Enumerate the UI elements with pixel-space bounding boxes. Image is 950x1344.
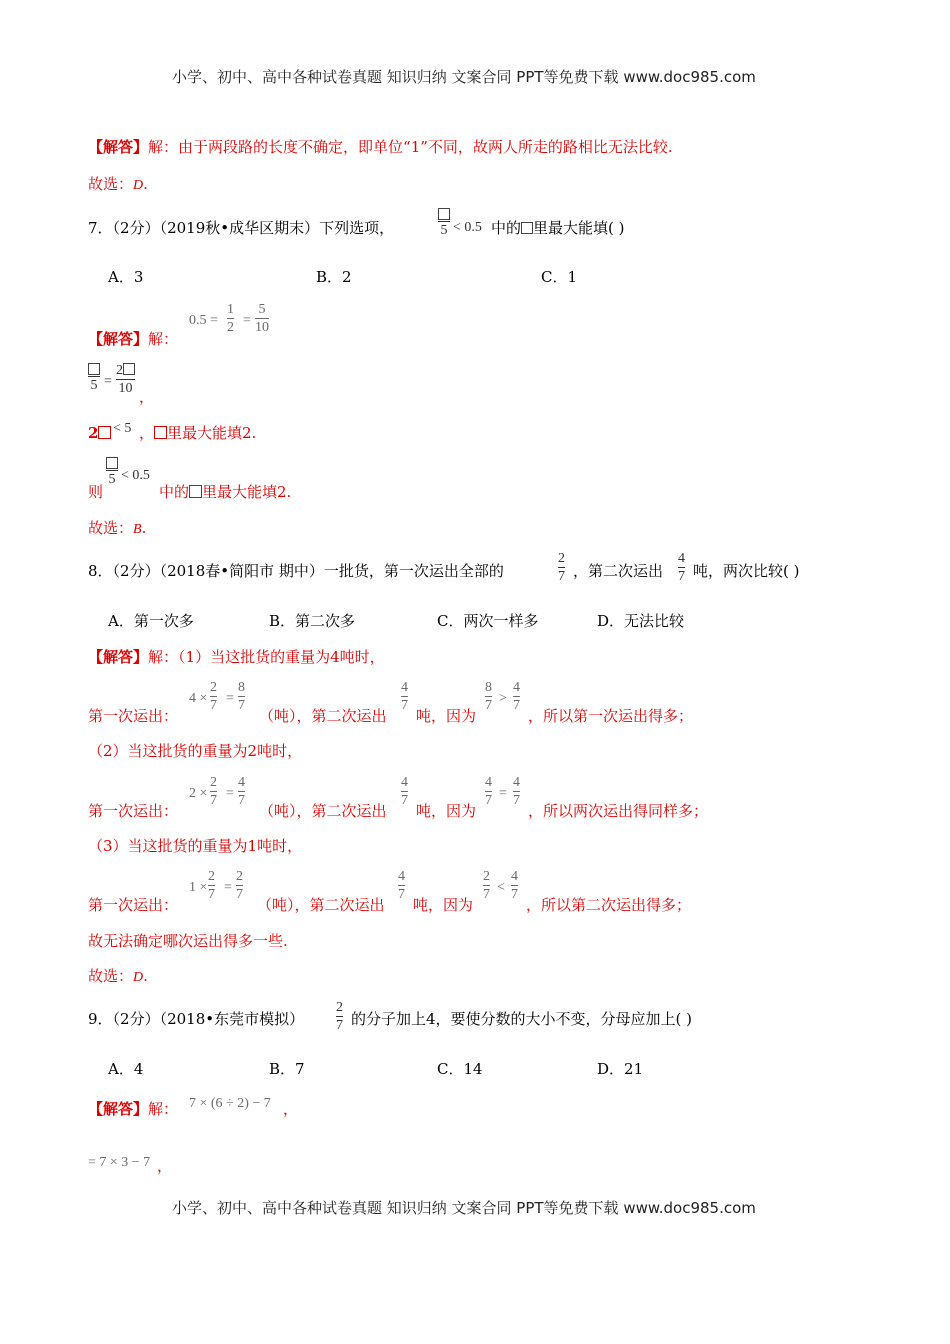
q9-option-b[interactable]: B．7: [269, 1060, 305, 1078]
q8-stem: 8．（2分）（2018春•简阳市 期中）一批货，第一次运出全部的: [88, 562, 504, 580]
page-footer: 小学、初中、高中各种试卷真题 知识归纳 文案合同 PPT等免费下载 www.doc985.com: [172, 1199, 756, 1217]
q7-option-c[interactable]: C．1: [541, 268, 578, 286]
prev-answer: 故选：D.: [88, 175, 148, 193]
frac-5-10: 5 10: [255, 302, 269, 335]
frac-box-5: 5: [106, 457, 118, 487]
q7-stem-fraction: 5: [438, 208, 450, 238]
blank-box-icon: [189, 485, 202, 498]
blank-box-icon: [123, 363, 135, 375]
q9-option-c[interactable]: C．14: [437, 1060, 483, 1078]
blank-box-icon: [106, 457, 118, 469]
blank-box-icon: [521, 222, 533, 234]
frac-2box-10: 2 10: [116, 363, 135, 396]
q8-case1: 【解答】解：（1）当这批货的重量为4吨时，: [88, 648, 385, 666]
blank-box-icon: [88, 363, 100, 375]
q8-option-a[interactable]: A．第一次多: [108, 612, 194, 630]
q7-stem: 7．（2分）（2019秋•成华区期末）下列选项，: [88, 219, 395, 237]
q9-solution-label: 【解答】解：: [88, 1100, 179, 1118]
q9-option-d[interactable]: D．21: [597, 1060, 644, 1078]
solution-label: 【解答】: [88, 138, 149, 156]
q7-answer: 故选：B.: [88, 519, 147, 537]
prev-solution: 【解答】解：由于两段路的长度不确定，即单位“1”不同，故两人所走的路相比无法比较.: [88, 138, 673, 156]
q7-option-b[interactable]: B．2: [316, 268, 352, 286]
q9-option-a[interactable]: A．4: [108, 1060, 144, 1078]
q8-option-b[interactable]: B．第二次多: [269, 612, 356, 630]
q7-option-a[interactable]: A．3: [108, 268, 144, 286]
q8-option-d[interactable]: D．无法比较: [597, 612, 685, 630]
q9-stem: 9．（2分）（2018•东莞市模拟）: [88, 1010, 305, 1028]
q8-answer: 故选：D.: [88, 967, 148, 985]
q7-solution-label: 【解答】解：: [88, 330, 179, 348]
frac-box-5: 5: [88, 363, 100, 393]
q8-option-c[interactable]: C．两次一样多: [437, 612, 539, 630]
blank-box-icon: [154, 426, 167, 439]
frac-1-2: 1 2: [227, 302, 234, 335]
blank-box-icon: [98, 426, 111, 439]
page-header: 小学、初中、高中各种试卷真题 知识归纳 文案合同 PPT等免费下载 www.doc985.com: [172, 68, 756, 86]
q7-line3: 2: [88, 424, 111, 442]
blank-box-icon: [438, 208, 450, 220]
